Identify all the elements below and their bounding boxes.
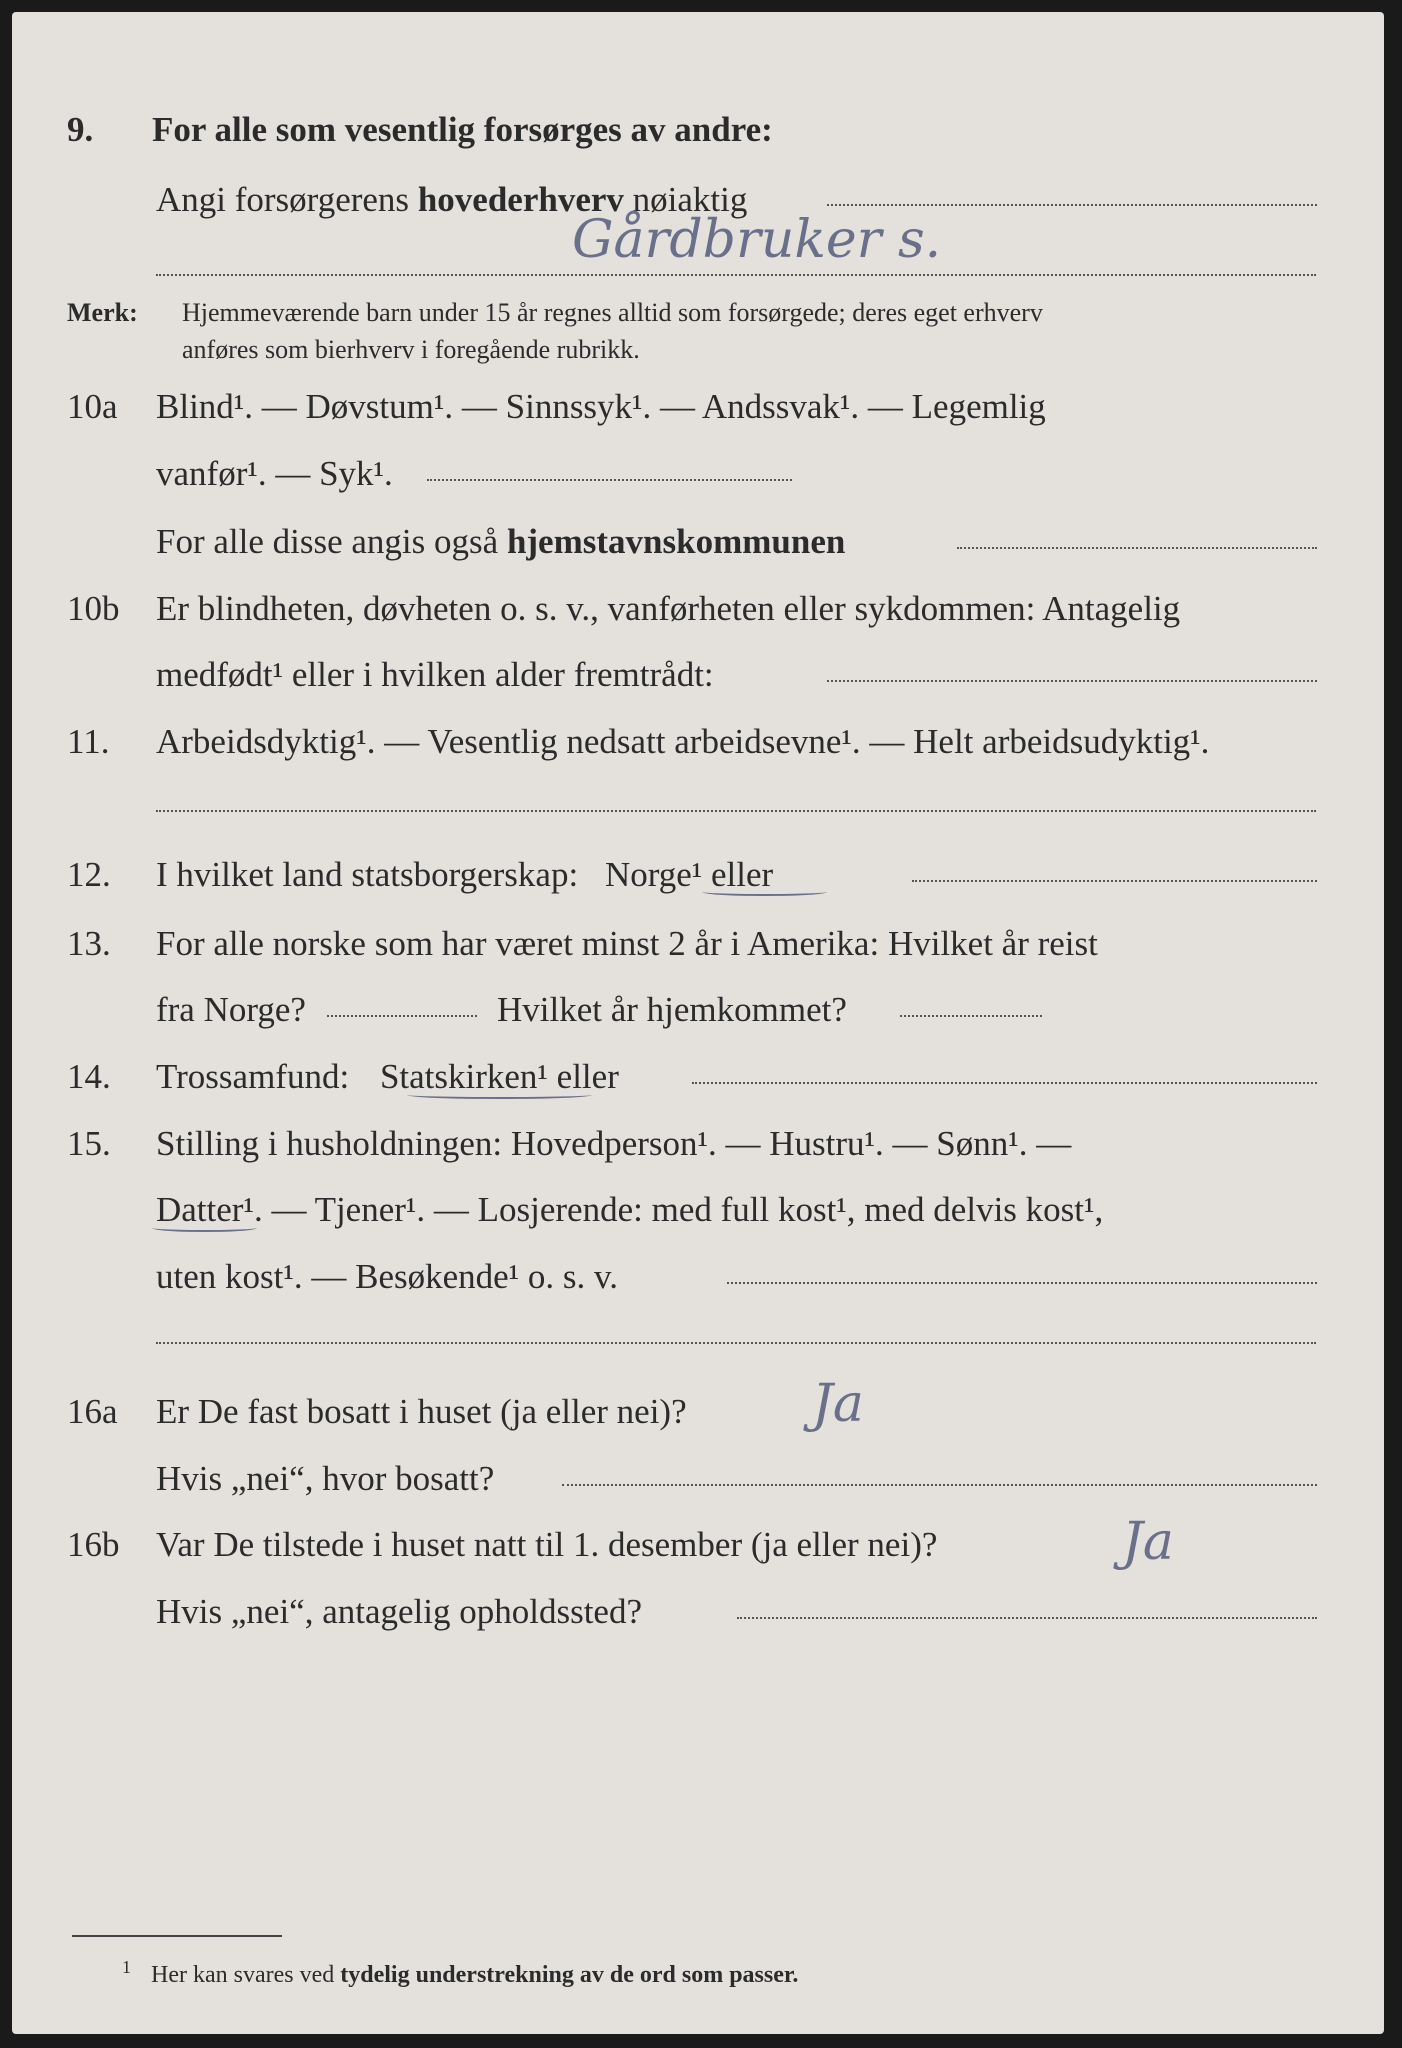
q12-underline-mark [702,888,827,896]
census-form-page [12,12,1384,2034]
q9-line1-text: Angi forsørgerens [156,180,410,219]
q13-fill-line-1 [327,1015,477,1017]
q12-number: 12. [67,855,111,894]
q14-fill-line [692,1082,1317,1084]
q16a-line2: Hvis „nei“, hvor bosatt? [156,1459,495,1498]
q11-number: 11. [67,722,110,761]
q15-fill-line-1 [727,1282,1317,1284]
footnote-rule [72,1935,282,1937]
merk-line2: anføres som bierhverv i foregående rubrikk. [182,335,640,364]
footnote [122,1957,798,1989]
q11-fill-line [156,810,1316,812]
q16b-number: 16b [67,1525,120,1564]
q14-underline-mark [407,1091,592,1099]
footnote-mark: 1 [122,1957,131,1977]
q10b-number: 10b [67,589,120,628]
q9-line1-bold: hovederhverv [417,180,624,219]
q16b-line2: Hvis „nei“, antagelig opholdssted? [156,1592,642,1631]
q9-handwritten-answer: Gårdbruker s. [572,210,942,270]
q10a-number: 10a [67,387,118,426]
q16b-handwritten-answer: Ja [1122,1512,1174,1572]
q15-line1: Stilling i husholdningen: Hovedperson¹. — Hustru¹. — Sønn¹. — [156,1124,1072,1163]
q14-statskirken-option: Statskirken¹ [379,1057,548,1096]
q10a-line3 [156,522,845,562]
q16a-fill-line [562,1484,1317,1486]
q10b-line2: medfødt¹ eller i hvilken alder fremtrådt: [156,655,714,694]
merk-line1: Hjemmeværende barn under 15 år regnes alltid som forsørgede; deres eget erhverv [182,298,1043,327]
q15-fill-line-2 [156,1342,1316,1344]
q16a-number: 16a [67,1392,118,1431]
q15-number: 15. [67,1124,111,1163]
q9-line1-end: nøiaktig [632,180,748,219]
q15-line2 [156,1190,1103,1230]
q15-line3: uten kost¹. — Besøkende¹ o. s. v. [156,1257,619,1296]
q16a-line1: Er De fast bosatt i huset (ja eller nei)? [156,1392,687,1431]
q10b-fill-line [827,680,1317,682]
q14-number: 14. [67,1057,111,1096]
q10a-fill-line-2 [957,547,1317,549]
q15-underline-mark [152,1224,257,1232]
q10b-line1: Er blindheten, døvheten o. s. v., vanførheten eller sykdommen: Antagelig [156,589,1181,628]
footnote-text-bold: tydelig understrekning av de ord som passer. [340,1962,799,1988]
q9-fill-line-2 [156,274,1316,276]
q13-number: 13. [67,924,111,963]
q10a-line2: vanfør¹. — Syk¹. [156,454,393,493]
q10a-line1: Blind¹. — Døvstum¹. — Sinnssyk¹. — Andssvak¹. — Legemlig [156,387,1046,426]
q10a-line3-bold: hjemstavnskommunen [506,522,846,561]
merk-label: Merk: [67,298,138,327]
q13-line2-a: fra Norge? [156,990,306,1029]
q10a-line3-text: For alle disse angis også [156,522,499,561]
q9-title: For alle som vesentlig forsørges av andre: [152,110,773,149]
q12-norge-option: Norge¹ [604,855,703,894]
footnote-text: Her kan svares ved [151,1962,335,1988]
q13-line2-b: Hvilket år hjemkommet? [497,990,847,1029]
q12-line1-end: eller [711,855,774,894]
q13-line1: For alle norske som har været minst 2 år i Amerika: Hvilket år reist [156,924,1098,963]
q16a-handwritten-answer: Ja [812,1374,864,1434]
q16b-fill-line [737,1617,1317,1619]
q12-fill-line [912,880,1317,882]
q13-fill-line-2 [900,1015,1042,1017]
q12-line1-text: I hvilket land statsborgerskap: [156,855,579,894]
q16b-line1: Var De tilstede i huset natt til 1. desember (ja eller nei)? [156,1525,938,1564]
q14-line1-text: Trossamfund: [156,1057,350,1096]
q11-line1: Arbeidsdyktig¹. — Vesentlig nedsatt arbeidsevne¹. — Helt arbeidsudyktig¹. [156,722,1210,761]
q9-fill-line-1 [827,204,1317,206]
q14-line1-end: eller [556,1057,619,1096]
q15-datter-option: Datter¹. [156,1190,263,1229]
q15-line2-text: — Tjener¹. — Losjerende: med full kost¹, med delvis kost¹, [271,1190,1104,1229]
q9-number: 9. [67,110,94,149]
q12-line1 [156,855,773,895]
q10a-fill-line-1 [427,479,792,481]
